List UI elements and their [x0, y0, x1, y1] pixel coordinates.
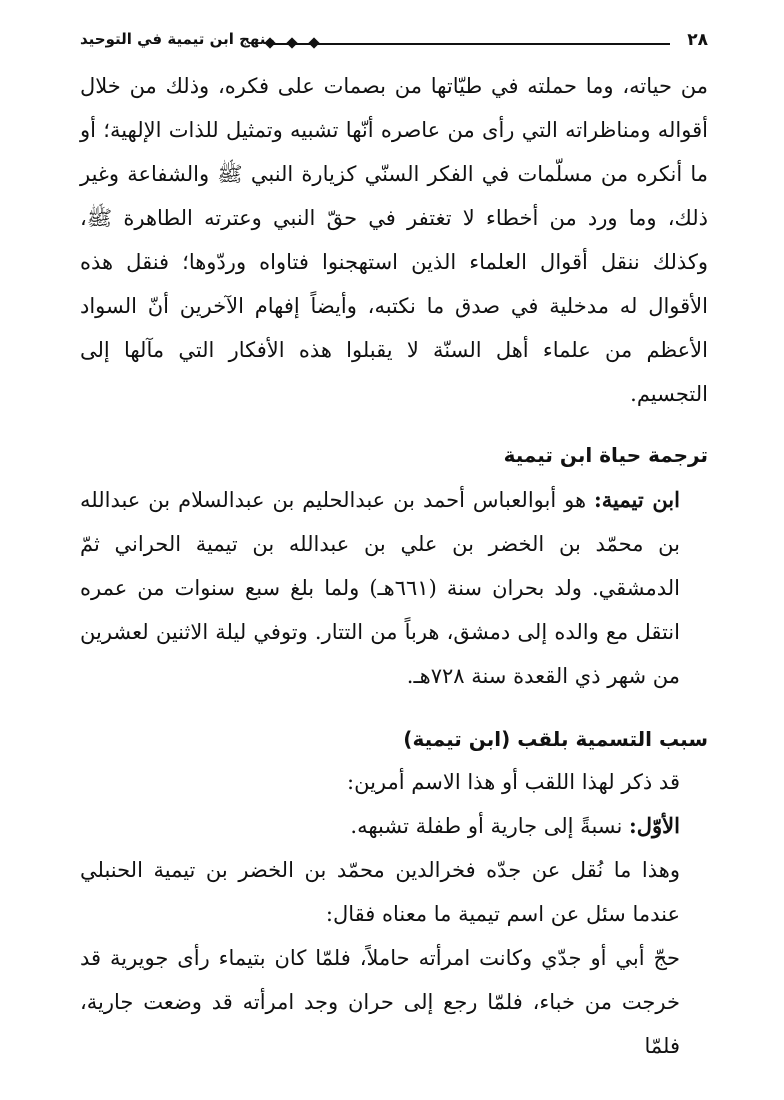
section-heading-naming: سبب التسمية بلقب (ابن تيمية)	[403, 727, 708, 751]
first-reason-lead: الأوّل:	[629, 813, 680, 838]
diamond-ornament	[286, 37, 297, 48]
first-reason-line	[80, 804, 708, 848]
section-heading-biography: ترجمة حياة ابن تيمية	[503, 443, 708, 467]
grandfather-quote-paragraph: وهذا ما نُقل عن جدّه فخرالدين محمّد بن الخضر بن تيمية الحنبلي عندما سئل عن اسم تيمية ما معناه فقال:	[80, 858, 680, 926]
biography-lead: ابن تيمية:	[594, 487, 680, 512]
page-number: ٢٨	[687, 30, 708, 50]
running-title: منهج ابن تيمية في التوحيد	[80, 30, 276, 48]
page-header	[80, 30, 708, 56]
biography-paragraph	[80, 478, 708, 698]
diamond-ornament	[308, 37, 319, 48]
page-body	[80, 64, 708, 1068]
biography-text: هو أبوالعباس أحمد بن عبدالحليم بن عبدالسلام بن عبدالله بن محمّد بن الخضر بن علي بن عبدالله بن تيمية الحراني ثمّ الدمشقي. ولد بحران سنة (٦٦١هـ) ولما بلغ سبع سنوات من عمره انتقل مع والده إلى دمشق، هرباً من التتار. وتوفي ليلة الاثنين لعشرين من شهر ذي القعدة سنة ٧٢٨هـ.	[80, 488, 681, 688]
naming-intro-line: قد ذكر لهذا اللقب أو هذا الاسم أمرين:	[347, 770, 680, 794]
story-paragraph: حجّ أبي أو جدّي وكانت امرأته حاملاً، فلمّا كان بتيماء رأى جويرية قد خرجت من خباء، فلمّا رجع إلى حران وجد امرأته قد وضعت جارية، فلمّا	[80, 946, 680, 1058]
header-rule	[270, 43, 670, 45]
intro-paragraph: من حياته، وما حملته في طيّاتها من بصمات على فكره، وذلك من خلال أقواله ومناظراته التي رأى من عاصره أنّها تشبيه وتمثيل للذات الإلهية؛ أو ما أنكره من مسلّمات في الفكر السنّي كزيارة النبي ﷺ والشفاعة وغير ذلك، وما ورد من أخطاء لا تغتفر في حقّ النبي وعترته الطاهرة ﷺ، وكذلك ننقل أقوال العلماء الذين استهجنوا فتاواه وردّوها؛ فنقل هذه الأقوال له مدخلية في صدق ما نكتبه، وأيضاً إفهام الآخرين أنّ السواد الأعظم من علماء أهل السنّة لا يقبلوا هذه الأفكار التي مآلها إلى التجسيم.	[80, 74, 708, 406]
first-reason-text: نسبةً إلى جارية أو طفلة تشبهه.	[350, 814, 630, 838]
